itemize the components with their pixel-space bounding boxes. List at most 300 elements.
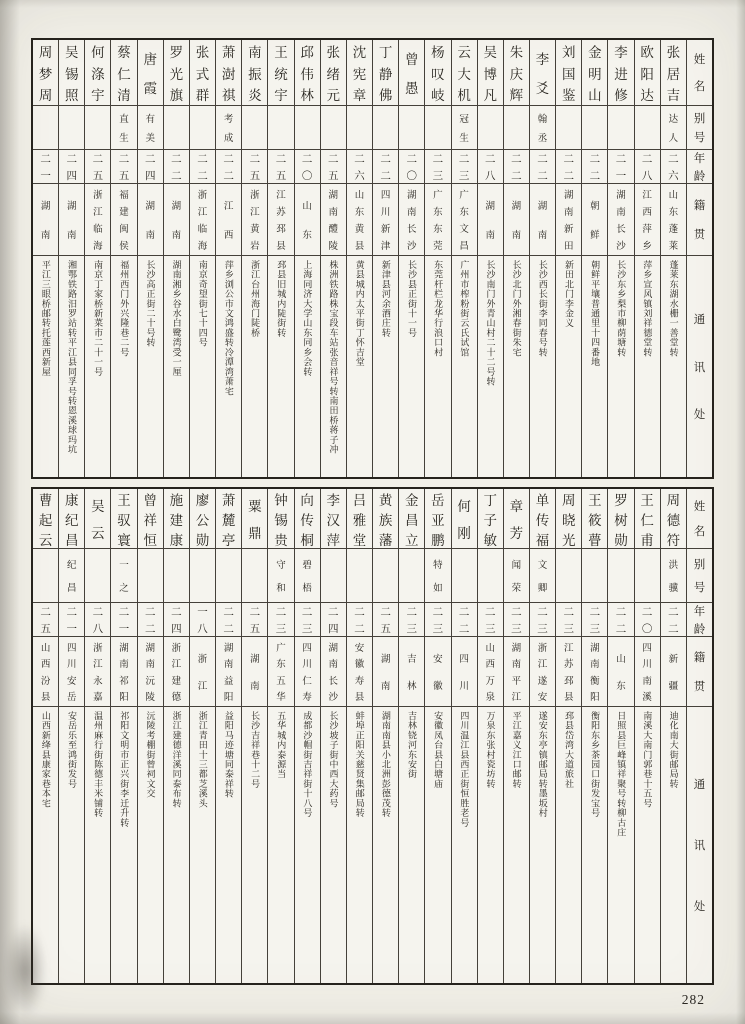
scan-edge-right — [736, 0, 745, 1024]
person-address — [33, 707, 58, 983]
person-address — [452, 256, 477, 477]
person-age: 二 二 — [164, 150, 189, 184]
person-alias — [478, 106, 503, 150]
person-alias: 考 成 — [216, 106, 241, 150]
person-address — [138, 256, 163, 477]
person-column — [137, 40, 163, 477]
person-alias: 文 卿 — [530, 549, 555, 603]
person-alias — [478, 549, 503, 603]
person-address-text: 万泉东张村瓷坊转 — [485, 711, 496, 789]
person-name: 张 式 群 — [190, 40, 215, 106]
person-address — [373, 707, 398, 983]
person-alias: 一 之 — [111, 549, 136, 603]
person-name: 周 晓 光 — [556, 489, 581, 549]
person-name: 周 德 符 — [661, 489, 686, 549]
person-column — [110, 489, 136, 983]
person-address-text: 长沙坡子街中西大药号 — [328, 711, 339, 809]
person-name: 朱 庆 辉 — [504, 40, 529, 106]
person-age: 二 三 — [478, 603, 503, 637]
person-column — [477, 40, 503, 477]
person-native-place: 浙 江 建 德 — [164, 637, 189, 707]
person-address-text: 萍乡宣风镇刘祥德堂转 — [642, 260, 653, 358]
person-column — [424, 40, 450, 477]
person-address-text: 祁阳文明市正兴街李迁升转 — [119, 711, 130, 828]
person-column — [634, 489, 660, 983]
person-age: 二 三 — [425, 603, 450, 637]
field-label-address: 通 讯 处 — [693, 314, 706, 421]
person-alias: 翰 丞 — [530, 106, 555, 150]
person-alias — [242, 106, 267, 150]
person-column — [58, 489, 84, 983]
person-address-text: 邳县旧城内陡街转 — [276, 260, 287, 338]
person-address-text: 新津县河余酒庄转 — [380, 260, 391, 338]
person-address — [347, 256, 372, 477]
person-address — [347, 707, 372, 983]
person-age: 二 五 — [242, 603, 267, 637]
person-age: 二 五 — [373, 603, 398, 637]
person-address — [556, 707, 581, 983]
person-native-place: 江 西 萍 乡 — [635, 184, 660, 256]
person-alias — [59, 106, 84, 150]
person-address — [190, 256, 215, 477]
person-address — [425, 256, 450, 477]
person-column — [215, 40, 241, 477]
person-address-text: 湖南南县小北洲彭德茂转 — [380, 711, 391, 818]
person-address-text: 朝鲜平壤普通里十四番地 — [590, 260, 601, 367]
person-native-place: 安 徽 寿 县 — [347, 637, 372, 707]
person-alias — [33, 106, 58, 150]
person-address-text: 浙江青田十三都芝溪头 — [197, 711, 208, 809]
person-address-text: 黄县城内太平街丁怀吉堂 — [354, 260, 365, 367]
person-alias — [582, 106, 607, 150]
person-name: 杨 叹 岐 — [425, 40, 450, 106]
person-column — [372, 40, 398, 477]
person-alias — [399, 549, 424, 603]
person-address-text: 长沙北门外湘春街朱宅 — [511, 260, 522, 358]
person-native-place: 浙 江 黄 岩 — [242, 184, 267, 256]
person-address — [111, 256, 136, 477]
person-alias — [321, 549, 346, 603]
person-address — [242, 256, 267, 477]
person-native-place: 湖 南 长 沙 — [399, 184, 424, 256]
person-column — [320, 489, 346, 983]
person-column — [163, 489, 189, 983]
person-address-text: 日照县巨峰镇祥聚号转柳古庄 — [616, 711, 627, 838]
person-alias: 特 如 — [425, 549, 450, 603]
person-native-place: 江 苏 邳 县 — [556, 637, 581, 707]
person-native-place: 四 川 — [452, 637, 477, 707]
person-name: 刘 国 鉴 — [556, 40, 581, 106]
field-label-name: 姓 名 — [687, 40, 712, 106]
person-name: 云 大 机 — [452, 40, 477, 106]
person-address — [504, 256, 529, 477]
person-native-place: 山 东 — [295, 184, 320, 256]
person-alias — [635, 549, 660, 603]
person-name: 欧 阳 达 — [635, 40, 660, 106]
person-address — [138, 707, 163, 983]
person-name: 吴 博 凡 — [478, 40, 503, 106]
person-address-text: 上海同济大学山东同乡会转 — [302, 260, 313, 377]
person-age: 二 八 — [478, 150, 503, 184]
field-label-native-place: 籍 贯 — [687, 184, 712, 256]
person-native-place: 四 川 南 溪 — [635, 637, 660, 707]
person-alias: 守 和 — [268, 549, 293, 603]
field-label-age: 年 龄 — [687, 603, 712, 637]
person-alias — [399, 106, 424, 150]
person-address — [661, 707, 686, 983]
person-name: 南 振 炎 — [242, 40, 267, 106]
person-address — [530, 256, 555, 477]
person-address-text: 长沙县正街十一号 — [407, 260, 418, 338]
person-address — [216, 707, 241, 983]
person-age: 二 八 — [85, 603, 110, 637]
person-name: 金 昌 立 — [399, 489, 424, 549]
person-address-text: 东莞杆栏龙华行浪口村 — [433, 260, 444, 358]
person-native-place: 新 疆 — [661, 637, 686, 707]
person-age: 二 二 — [216, 150, 241, 184]
person-address — [478, 707, 503, 983]
person-age: 二 二 — [138, 603, 163, 637]
person-age: 二 五 — [85, 150, 110, 184]
person-address-text: 南溪大南门郭巷十五号 — [642, 711, 653, 809]
page-number: 282 — [681, 992, 705, 1007]
person-address-text: 长沙东乡梨市柳荫塘转 — [616, 260, 627, 358]
person-address — [164, 707, 189, 983]
person-native-place: 浙 江 永 嘉 — [85, 637, 110, 707]
person-name: 廖 公 勋 — [190, 489, 215, 549]
person-name: 黄 族 藩 — [373, 489, 398, 549]
person-address-text: 五华城内泰源当 — [276, 711, 287, 780]
person-column — [398, 40, 424, 477]
person-address — [504, 707, 529, 983]
person-address-text: 株洲铁路株宝段车站张音祥号转南田桥蒋子冲 — [328, 260, 339, 455]
person-column — [163, 40, 189, 477]
person-column — [398, 489, 424, 983]
person-age: 二 五 — [321, 150, 346, 184]
person-age: 二 〇 — [399, 150, 424, 184]
person-address-text: 长沙南门外青山村二十二号转 — [485, 260, 496, 387]
person-age: 二 三 — [295, 603, 320, 637]
person-alias — [138, 549, 163, 603]
person-alias — [216, 549, 241, 603]
person-native-place: 山 东 黄 县 — [347, 184, 372, 256]
field-label-name: 姓 名 — [687, 489, 712, 549]
field-label-alias: 别 号 — [687, 549, 712, 603]
person-native-place: 四 川 安 岳 — [59, 637, 84, 707]
person-column — [555, 40, 581, 477]
person-address — [242, 707, 267, 983]
person-native-place: 湖 南 — [59, 184, 84, 256]
person-alias — [242, 549, 267, 603]
person-name: 李 进 修 — [608, 40, 633, 106]
person-name: 何 涤 宇 — [85, 40, 110, 106]
person-name: 张 居 吉 — [661, 40, 686, 106]
person-age: 二 五 — [33, 603, 58, 637]
person-alias — [347, 106, 372, 150]
person-address-text: 长沙吉祥巷十二号 — [250, 711, 261, 789]
person-native-place: 湖 南 沅 陵 — [138, 637, 163, 707]
person-alias — [164, 549, 189, 603]
directory-table-bottom — [31, 487, 714, 985]
person-native-place: 广 东 五 华 — [268, 637, 293, 707]
person-column — [346, 40, 372, 477]
field-label-address: 通 讯 处 — [693, 779, 706, 913]
person-native-place: 湖 南 长 沙 — [608, 184, 633, 256]
person-address — [452, 707, 477, 983]
person-address — [556, 256, 581, 477]
person-column — [424, 489, 450, 983]
person-name: 章 芳 — [504, 489, 529, 549]
person-column — [137, 489, 163, 983]
person-address — [321, 256, 346, 477]
person-address — [295, 256, 320, 477]
person-column — [33, 40, 58, 477]
person-address — [216, 256, 241, 477]
person-name: 罗 光 旗 — [164, 40, 189, 106]
person-name: 曾 愚 — [399, 40, 424, 106]
person-native-place: 湖 南 — [504, 184, 529, 256]
person-address-text: 温州麻行街陈德丰米铺转 — [93, 711, 104, 818]
person-name: 周 梦 周 — [33, 40, 58, 106]
person-address-text: 益阳马迹塘同泰祥转 — [223, 711, 234, 799]
person-column — [372, 489, 398, 983]
person-address-text: 遂安东亭镇邮局转墨坂村 — [537, 711, 548, 818]
person-name: 蔡 仁 清 — [111, 40, 136, 106]
person-native-place: 山 东 — [608, 637, 633, 707]
person-alias — [582, 549, 607, 603]
person-native-place: 湖 南 祁 阳 — [111, 637, 136, 707]
person-name: 施 建 康 — [164, 489, 189, 549]
person-address-text: 新田北门李金义 — [563, 260, 574, 329]
person-address — [661, 256, 686, 477]
person-address — [635, 256, 660, 477]
person-alias — [190, 106, 215, 150]
person-alias — [321, 106, 346, 150]
person-address — [635, 707, 660, 983]
person-alias — [347, 549, 372, 603]
person-age: 二 二 — [373, 150, 398, 184]
person-column — [189, 40, 215, 477]
person-native-place: 湖 南 — [478, 184, 503, 256]
person-address — [530, 707, 555, 983]
person-age: 二 三 — [425, 150, 450, 184]
person-age: 二 六 — [661, 150, 686, 184]
person-age: 二 二 — [504, 150, 529, 184]
person-native-place: 江 苏 邳 县 — [268, 184, 293, 256]
person-column — [215, 489, 241, 983]
person-age: 一 八 — [190, 603, 215, 637]
person-name: 李 汉 萍 — [321, 489, 346, 549]
person-native-place: 湖 南 — [530, 184, 555, 256]
person-column — [241, 489, 267, 983]
person-alias — [85, 549, 110, 603]
person-alias — [268, 106, 293, 150]
person-name: 丁 子 敏 — [478, 489, 503, 549]
person-age: 二 三 — [452, 150, 477, 184]
person-address-text: 福州西门外兴隆巷二号 — [119, 260, 130, 358]
person-name: 沈 宪 章 — [347, 40, 372, 106]
person-address-text: 长沙高正街二十号转 — [145, 260, 156, 348]
person-name: 邱 伟 林 — [295, 40, 320, 106]
person-address-text: 安徽凤台县白塘庙 — [433, 711, 444, 789]
person-age: 二 五 — [111, 150, 136, 184]
person-native-place: 四 川 仁 寿 — [295, 637, 320, 707]
person-alias — [85, 106, 110, 150]
person-native-place: 江 西 — [216, 184, 241, 256]
field-label-column — [686, 40, 712, 477]
person-alias — [608, 106, 633, 150]
person-age: 二 八 — [635, 150, 660, 184]
person-age: 二 〇 — [635, 603, 660, 637]
person-alias — [608, 549, 633, 603]
person-age: 二 二 — [347, 603, 372, 637]
person-alias — [635, 106, 660, 150]
person-alias — [452, 549, 477, 603]
person-age: 二 二 — [216, 603, 241, 637]
person-address-text: 成都沙帽街吉祥街十八号 — [302, 711, 313, 818]
person-native-place: 浙 江 — [190, 637, 215, 707]
person-native-place: 浙 江 遂 安 — [530, 637, 555, 707]
person-alias — [556, 106, 581, 150]
person-address-text: 长沙西长街李同春号转 — [537, 260, 548, 358]
person-age: 二 四 — [164, 603, 189, 637]
person-address-text: 四川温江县西正街恒胜老号 — [459, 711, 470, 828]
person-name: 萧 麓 亭 — [216, 489, 241, 549]
person-age: 二 〇 — [295, 150, 320, 184]
person-column — [267, 40, 293, 477]
person-address — [111, 707, 136, 983]
person-alias — [504, 106, 529, 150]
person-native-place: 浙 江 临 海 — [190, 184, 215, 256]
person-name: 向 传 桐 — [295, 489, 320, 549]
person-native-place: 广 东 文 昌 — [452, 184, 477, 256]
person-native-place: 湖 南 — [164, 184, 189, 256]
person-alias — [425, 106, 450, 150]
person-alias: 有 美 — [138, 106, 163, 150]
person-native-place: 湖 南 长 沙 — [321, 637, 346, 707]
person-name: 康 纪 昌 — [59, 489, 84, 549]
person-name: 王 筱 瞢 — [582, 489, 607, 549]
person-address-text: 吉林铙河东安街 — [407, 711, 418, 780]
person-column — [503, 489, 529, 983]
directory-tables — [31, 38, 714, 985]
person-name: 单 传 福 — [530, 489, 555, 549]
person-native-place: 广 东 东 莞 — [425, 184, 450, 256]
person-address-text: 衡阳东乡茶园口街发宝号 — [590, 711, 601, 818]
person-alias — [33, 549, 58, 603]
person-address-text: 安岳乐至鸿街发号 — [66, 711, 77, 789]
person-name: 钟 锡 贵 — [268, 489, 293, 549]
person-address-text: 广州市榨粉街云氏试馆 — [459, 260, 470, 358]
person-age: 二 六 — [347, 150, 372, 184]
scan-edge-left — [0, 0, 20, 1024]
person-native-place: 山 西 万 泉 — [478, 637, 503, 707]
person-column — [241, 40, 267, 477]
person-native-place: 湖 南 益 阳 — [216, 637, 241, 707]
person-native-place: 湖 南 — [138, 184, 163, 256]
person-name: 岳 亚 鹏 — [425, 489, 450, 549]
person-column — [660, 40, 686, 477]
person-age: 二 三 — [399, 603, 424, 637]
person-name: 何 刚 — [452, 489, 477, 549]
person-address — [425, 707, 450, 983]
directory-table-top — [31, 38, 714, 479]
person-address-text: 山西新绛县康家巷本宅 — [40, 711, 51, 809]
person-native-place: 湖 南 新 田 — [556, 184, 581, 256]
person-name: 王 仁 甫 — [635, 489, 660, 549]
person-name: 曾 祥 恒 — [138, 489, 163, 549]
person-address-text: 湘鄂铁路汨罗站转平江县同孚号转恩溪球玛坑 — [66, 260, 77, 455]
person-age: 二 二 — [190, 150, 215, 184]
field-label-column — [686, 489, 712, 983]
person-name: 唐 霞 — [138, 40, 163, 106]
person-age: 二 二 — [661, 603, 686, 637]
person-alias — [556, 549, 581, 603]
person-address-text: 邳县岱湾大道旅社 — [563, 711, 574, 789]
person-name: 吴 云 — [85, 489, 110, 549]
person-name: 王 驭 寰 — [111, 489, 136, 549]
scan-edge-top — [0, 0, 745, 8]
person-column — [58, 40, 84, 477]
person-column — [607, 489, 633, 983]
person-column — [581, 40, 607, 477]
person-native-place: 浙 江 临 海 — [85, 184, 110, 256]
person-age: 二 二 — [608, 603, 633, 637]
person-alias — [295, 106, 320, 150]
person-age: 二 三 — [268, 603, 293, 637]
person-alias: 洪 骥 — [661, 549, 686, 603]
person-address-text: 湖南湘乡谷水白鹭湾受一厘 — [171, 260, 182, 377]
person-column — [451, 489, 477, 983]
person-name: 丁 静 佛 — [373, 40, 398, 106]
person-name: 金 明 山 — [582, 40, 607, 106]
person-address — [399, 707, 424, 983]
person-column — [84, 40, 110, 477]
person-age: 二 四 — [138, 150, 163, 184]
person-column — [477, 489, 503, 983]
field-label-native-place: 籍 贯 — [687, 637, 712, 707]
scan-edge-bottom — [0, 1012, 745, 1024]
person-column — [294, 489, 320, 983]
person-address-text: 蚌埠正阳关慈贤集邮局转 — [354, 711, 365, 818]
person-age: 二 四 — [321, 603, 346, 637]
person-column — [33, 489, 58, 983]
person-native-place: 四 川 新 津 — [373, 184, 398, 256]
person-column — [451, 40, 477, 477]
person-address — [582, 707, 607, 983]
person-native-place: 湖 南 — [373, 637, 398, 707]
person-age: 二 四 — [59, 150, 84, 184]
person-column — [189, 489, 215, 983]
person-age: 二 二 — [452, 603, 477, 637]
person-alias — [373, 106, 398, 150]
person-name: 罗 树 勋 — [608, 489, 633, 549]
person-address — [59, 707, 84, 983]
person-address-text: 南京丁家桥新菜市二十一号 — [93, 260, 104, 377]
person-native-place: 安 徽 — [425, 637, 450, 707]
person-address — [373, 256, 398, 477]
person-address — [85, 256, 110, 477]
person-alias: 闻 荣 — [504, 549, 529, 603]
person-address — [268, 707, 293, 983]
person-address — [608, 707, 633, 983]
person-age: 二 一 — [59, 603, 84, 637]
person-age: 二 三 — [582, 603, 607, 637]
person-column — [294, 40, 320, 477]
person-address — [582, 256, 607, 477]
person-column — [84, 489, 110, 983]
person-name: 曹 起 云 — [33, 489, 58, 549]
